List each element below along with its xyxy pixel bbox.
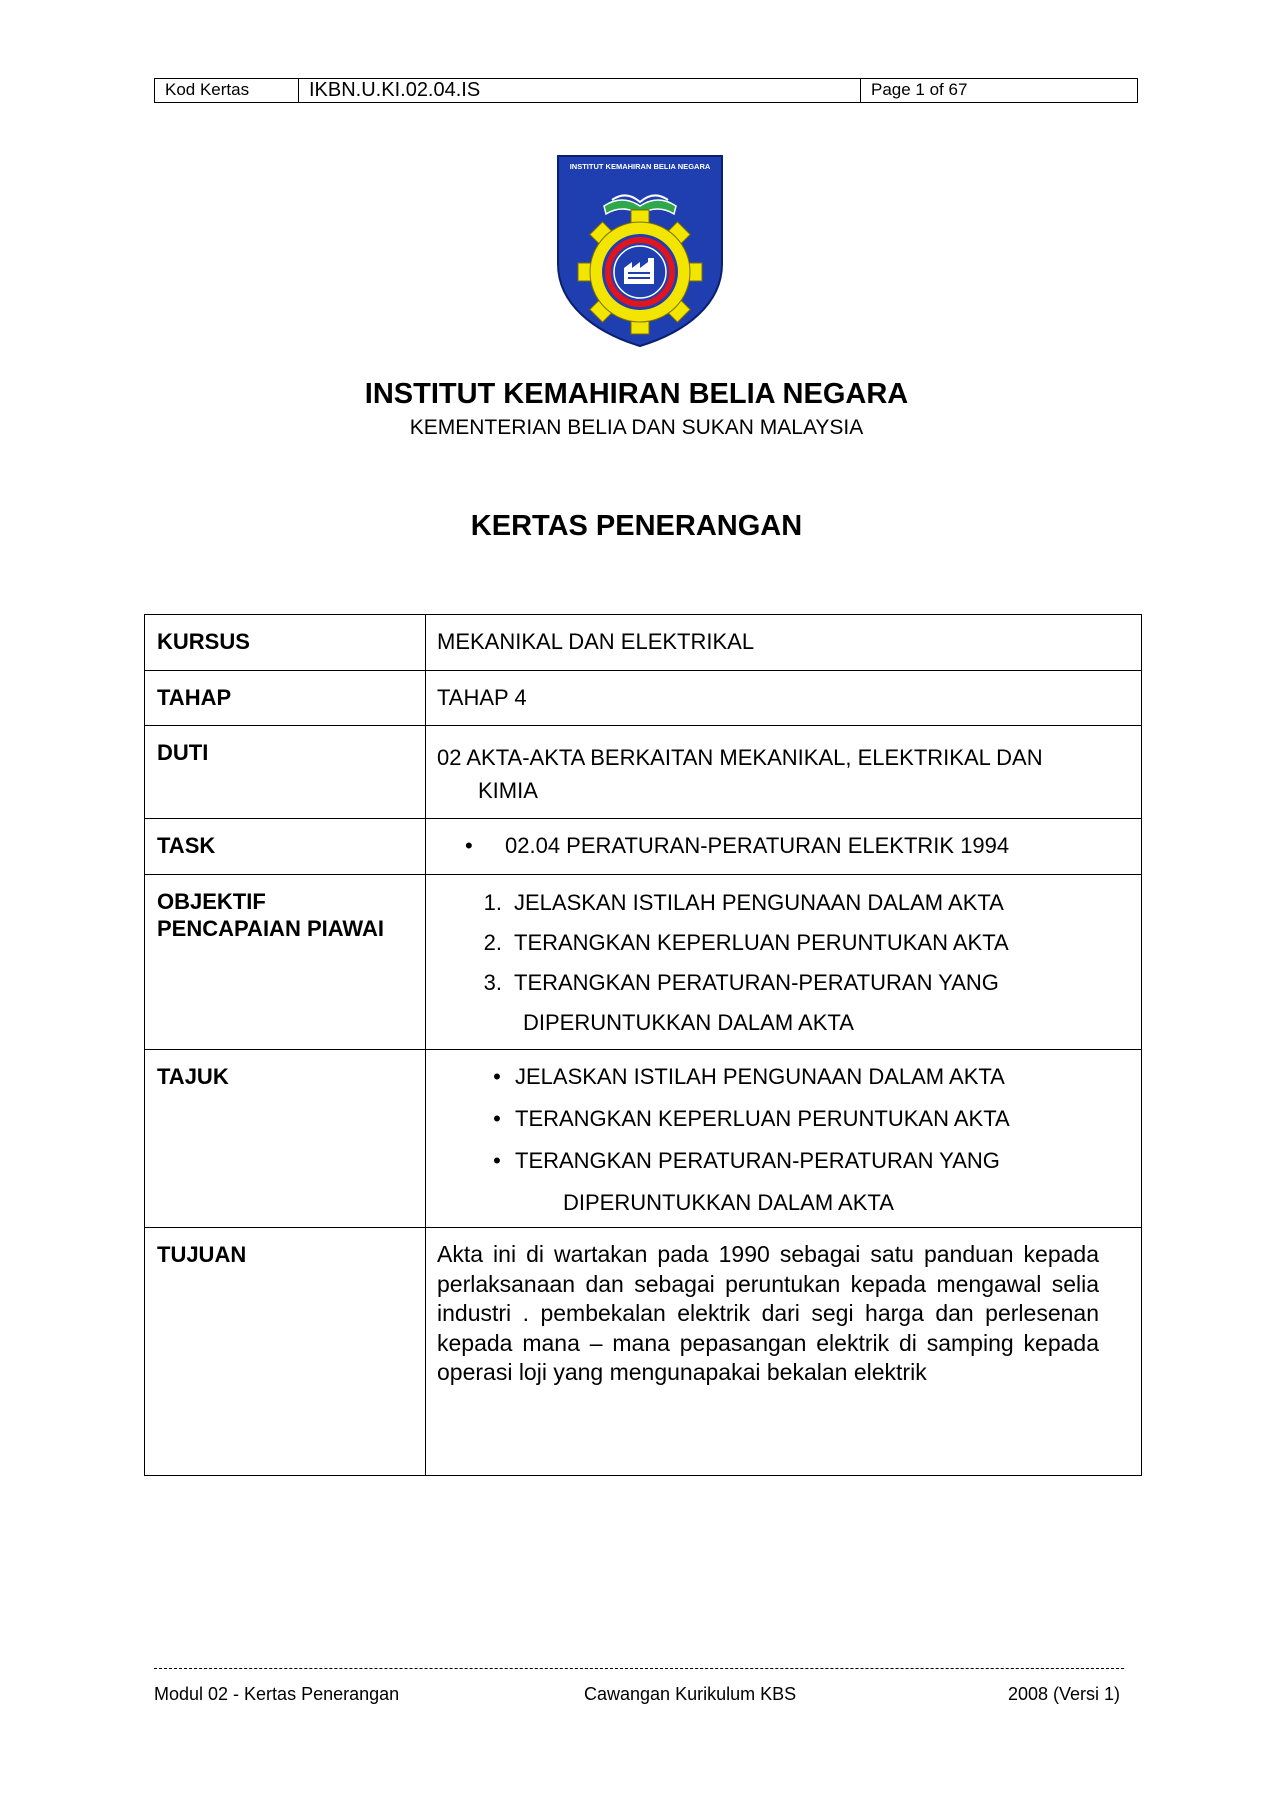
row-duti bbox=[145, 726, 1142, 819]
page-number: Page 1 of 67 bbox=[871, 80, 968, 99]
footer-divider bbox=[154, 1668, 1124, 1669]
item-text: JELASKAN ISTILAH PENGUNAAN DALAM AKTA bbox=[514, 890, 1004, 915]
item-text: TERANGKAN PERATURAN-PERATURAN YANG bbox=[514, 970, 999, 995]
course-info-table bbox=[144, 614, 1142, 1476]
bullet-icon: • bbox=[493, 1106, 501, 1131]
document-code-header bbox=[154, 78, 1138, 103]
objektif-label-line-2: PENCAPAIAN PIAWAI bbox=[157, 916, 384, 941]
objektif-label-line-1: OBJEKTIF bbox=[157, 889, 266, 914]
item-text: TERANGKAN KEPERLUAN PERUNTUKAN AKTA bbox=[514, 930, 1009, 955]
item-number: 1. bbox=[483, 890, 502, 915]
row-tujuan bbox=[145, 1228, 1142, 1476]
objektif-label bbox=[145, 875, 426, 1050]
code-value: IKBN.U.KI.02.04.IS bbox=[299, 79, 861, 102]
duti-line-2: KIMIA bbox=[478, 778, 538, 803]
row-tajuk bbox=[145, 1050, 1142, 1228]
tujuan-value bbox=[426, 1228, 1142, 1476]
duti-label: DUTI bbox=[145, 726, 426, 819]
task-item bbox=[437, 831, 1131, 861]
tajuk-list bbox=[426, 1050, 1142, 1228]
crest-banner-text: INSTITUT KEMAHIRAN BELIA NEGARA bbox=[569, 162, 711, 171]
kursus-label: KURSUS bbox=[145, 615, 426, 671]
list-item bbox=[437, 1140, 1131, 1182]
bullet-icon: • bbox=[493, 1064, 501, 1089]
tajuk-label: TAJUK bbox=[145, 1050, 426, 1228]
row-objektif bbox=[145, 875, 1142, 1050]
list-item bbox=[437, 1098, 1131, 1140]
item-number: 2. bbox=[483, 930, 502, 955]
item-text: JELASKAN ISTILAH PENGUNAAN DALAM AKTA bbox=[515, 1064, 1005, 1089]
tujuan-label: TUJUAN bbox=[145, 1228, 426, 1476]
task-value bbox=[426, 819, 1142, 875]
ikbn-crest-logo bbox=[556, 154, 724, 348]
tahap-label: TAHAP bbox=[145, 671, 426, 726]
row-kursus bbox=[145, 615, 1142, 671]
item-text: TERANGKAN PERATURAN-PERATURAN YANG bbox=[515, 1148, 1000, 1173]
document-title: KERTAS PENERANGAN bbox=[470, 510, 803, 542]
item-number: 3. bbox=[483, 970, 502, 995]
tujuan-text: Akta ini di wartakan pada 1990 sebagai satu panduan kepada perlaksanaan dan sebagai peruntukan kepada mengawal selia industri . pembekalan elektrik dari segi harga dan perlesenan kepada mana – mana pepasangan elektrik di samping kepada operasi loji yang mengunapakai bekalan elektrik bbox=[437, 1241, 1099, 1385]
objektif-list bbox=[426, 875, 1142, 1050]
task-label: TASK bbox=[145, 819, 426, 875]
item-continuation: DIPERUNTUKKAN DALAM AKTA bbox=[563, 1190, 894, 1215]
footer-module: Modul 02 - Kertas Penerangan bbox=[154, 1684, 400, 1704]
bullet-icon: • bbox=[493, 1148, 501, 1173]
list-item bbox=[437, 923, 1131, 963]
task-text: 02.04 PERATURAN-PERATURAN ELEKTRIK 1994 bbox=[505, 833, 1010, 858]
institution-name: INSTITUT KEMAHIRAN BELIA NEGARA bbox=[364, 378, 909, 410]
item-continuation: DIPERUNTUKKAN DALAM AKTA bbox=[523, 1010, 854, 1035]
list-item bbox=[437, 1056, 1131, 1098]
footer-department: Cawangan Kurikulum KBS bbox=[584, 1684, 797, 1704]
row-tahap bbox=[145, 671, 1142, 726]
item-text: TERANGKAN KEPERLUAN PERUNTUKAN AKTA bbox=[515, 1106, 1010, 1131]
duti-value bbox=[426, 726, 1142, 819]
code-label: Kod Kertas bbox=[155, 79, 299, 102]
tahap-value: TAHAP 4 bbox=[426, 671, 1142, 726]
bullet-icon: • bbox=[465, 833, 473, 858]
list-item bbox=[437, 883, 1131, 923]
footer-version: 2008 (Versi 1) bbox=[1007, 1684, 1120, 1704]
list-item bbox=[437, 963, 1131, 1003]
duti-line-1: 02 AKTA-AKTA BERKAITAN MEKANIKAL, ELEKTRIKAL DAN bbox=[437, 745, 1043, 770]
kursus-value: MEKANIKAL DAN ELEKTRIKAL bbox=[426, 615, 1142, 671]
ministry-name: KEMENTERIAN BELIA DAN SUKAN MALAYSIA bbox=[409, 416, 864, 439]
row-task bbox=[145, 819, 1142, 875]
